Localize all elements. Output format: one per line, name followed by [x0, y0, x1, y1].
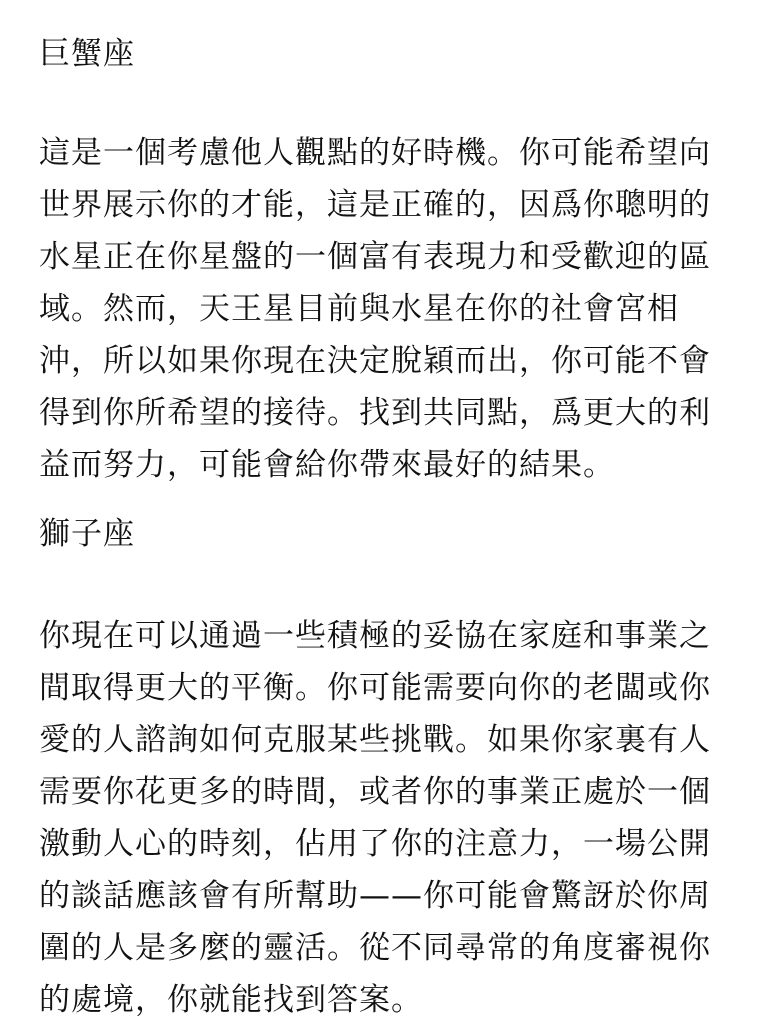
- text-line: 愛的人諮詢如何克服某些挑戰。如果你家裏有人: [39, 722, 711, 758]
- text-line: 激動人心的時刻，佔用了你的注意力，一場公開: [39, 826, 711, 862]
- text-line: 你現在可以通過一些積極的妥協在家庭和事業之: [39, 618, 711, 654]
- text-line: 域。然而，天王星目前與水星在你的社會宮相: [39, 291, 679, 327]
- text-line: 間取得更大的平衡。你可能需要向你的老闆或你: [39, 670, 711, 706]
- section-text-cancer: [39, 127, 729, 491]
- section-heading-cancer: 巨蟹座: [39, 36, 135, 72]
- text-line: 圍的人是多麼的靈活。從不同尋常的角度審視你: [39, 930, 711, 966]
- text-line: 世界展示你的才能，這是正確的，因爲你聰明的: [39, 187, 711, 223]
- text-line: 的處境，你就能找到答案。: [39, 982, 423, 1018]
- text-line: 得到你所希望的接待。找到共同點，爲更大的利: [39, 395, 711, 431]
- text-line: 水星正在你星盤的一個富有表現力和受歡迎的區: [39, 239, 711, 275]
- section-heading-leo: 獅子座: [39, 516, 135, 552]
- text-line: 這是一個考慮他人觀點的好時機。你可能希望向: [39, 135, 711, 171]
- text-line: 的談話應該會有所幫助——你可能會驚訝於你周: [39, 878, 711, 914]
- text-line: 沖，所以如果你現在決定脫穎而出，你可能不會: [39, 343, 711, 379]
- text-line: 益而努力，可能會給你帶來最好的結果。: [39, 447, 615, 483]
- text-line: 需要你花更多的時間，或者你的事業正處於一個: [39, 774, 711, 810]
- section-text-leo: [39, 610, 729, 1024]
